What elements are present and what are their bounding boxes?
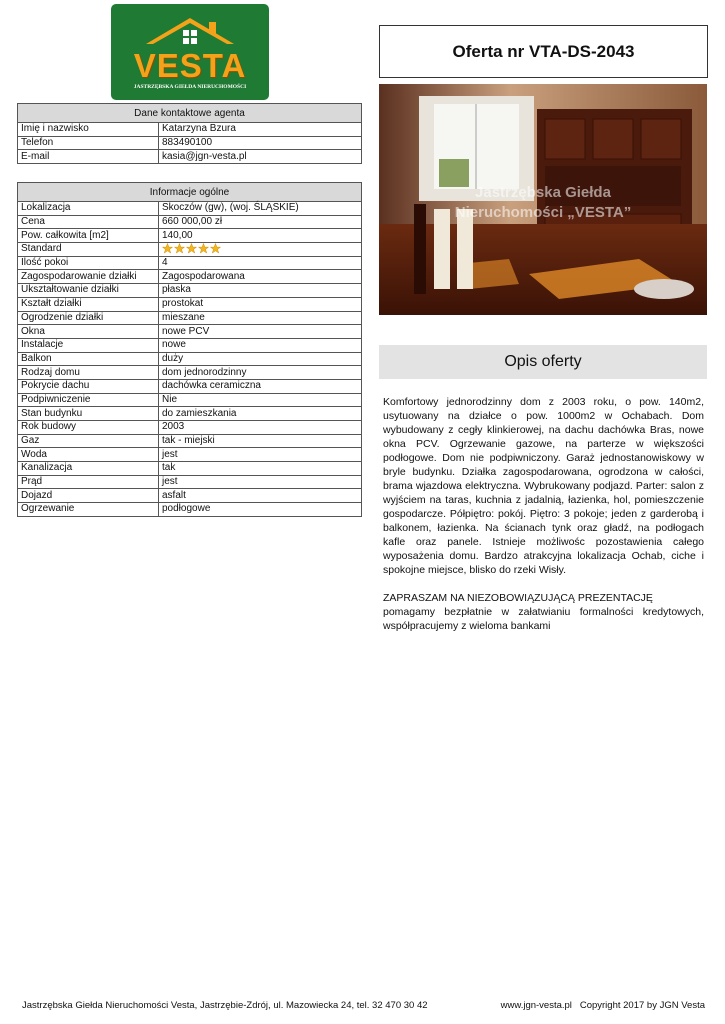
general-row-label: Pow. całkowita [m2]: [18, 229, 159, 243]
general-row-label: Stan budynku: [18, 407, 159, 421]
general-row-label: Gaz: [18, 434, 159, 448]
general-row: [18, 379, 362, 393]
general-table-header: Informacje ogólne: [18, 183, 362, 202]
general-row-label: Ogrzewanie: [18, 503, 159, 517]
description-header: Opis oferty: [379, 345, 707, 379]
general-row-label: Ogrodzenie działki: [18, 311, 159, 325]
agent-table-header: Dane kontaktowe agenta: [18, 104, 362, 123]
general-row-value: asfalt: [159, 489, 362, 503]
general-row-label: Cena: [18, 215, 159, 229]
general-row-label: Standard: [18, 243, 159, 257]
general-row-label: Okna: [18, 325, 159, 339]
general-row-value: duży: [159, 352, 362, 366]
logo-subtitle: JASTRZĘBSKA GIEŁDA NIERUCHOMOŚCI: [133, 84, 247, 90]
general-row-label: Ukształtowanie działki: [18, 284, 159, 298]
agent-row-value: 883490100: [159, 136, 362, 150]
general-row-value: do zamieszkania: [159, 407, 362, 421]
general-row-label: Rok budowy: [18, 421, 159, 435]
general-row: [18, 325, 362, 339]
general-row-label: Dojazd: [18, 489, 159, 503]
general-row-value: 2003: [159, 421, 362, 435]
general-row-label: Podpiwniczenie: [18, 393, 159, 407]
general-row-value: tak: [159, 462, 362, 476]
general-row-value: jest: [159, 475, 362, 489]
agent-row: [18, 136, 362, 150]
general-row-value: Nie: [159, 393, 362, 407]
general-row: [18, 243, 362, 257]
general-row-value: dachówka ceramiczna: [159, 379, 362, 393]
general-row-value: płaska: [159, 284, 362, 298]
general-row-value: mieszane: [159, 311, 362, 325]
general-row: [18, 338, 362, 352]
general-row-value: 140,00: [159, 229, 362, 243]
general-row: [18, 202, 362, 216]
logo-word: VESTA: [133, 47, 247, 84]
agent-contact-table: [17, 103, 362, 164]
star-icon: [174, 243, 185, 254]
general-row-label: Woda: [18, 448, 159, 462]
general-row-value: dom jednorodzinny: [159, 366, 362, 380]
general-row: [18, 284, 362, 298]
description-text: Komfortowy jednorodzinny dom z 2003 roku, o pow. 140m2, usytuowany na działce o pow. 1000m2 w Ochabach. Dom wybudowany z cegły klinkierowej, na dachu dachówka Bras, nowe okna PCV. Ogrzewanie gazowe, na parterze w większości podłogowe. Dom nie podpiwniczony. Garaż jednostanowiskowy w bryle budynku. Działka zagospodarowana, ogrodzona w całości, brama wjazdowa elektryczna. Wybrukowany podjazd. Parter: salon z wyjściem na taras, kuchnia z jadalnią, łazienka, hol, pomieszczenie gospodarcze. Półpiętro: pokój. Piętro: 3 pokoje; jeden z garderobą i balkonem, łazienka. Na ścianach tynk oraz gładź, na podłogach kafle oraz panele. Istnieje możliwośc pozostawienia całego wyposażenia domu. Bardzo atrakcyjna lokalizacja Ochab, ciche i spokojne miejsce, blisko do rzeki Wisły.: [383, 396, 704, 576]
agent-row-label: E-mail: [18, 150, 159, 164]
general-row-value: tak - miejski: [159, 434, 362, 448]
general-row-value: prostokat: [159, 297, 362, 311]
description-body: [383, 395, 704, 633]
general-row: [18, 311, 362, 325]
general-row: [18, 256, 362, 270]
general-row-label: Lokalizacja: [18, 202, 159, 216]
star-icon: [210, 243, 221, 254]
agent-row-label: Telefon: [18, 136, 159, 150]
watermark-line1: Jastrzębska Giełda: [475, 184, 611, 201]
star-icon: [186, 243, 197, 254]
star-icon: [198, 243, 209, 254]
agent-row: [18, 123, 362, 137]
general-row-label: Prąd: [18, 475, 159, 489]
general-row-label: Pokrycie dachu: [18, 379, 159, 393]
general-info-table: [17, 182, 362, 517]
general-row: [18, 352, 362, 366]
general-row-label: Rodzaj domu: [18, 366, 159, 380]
general-row: [18, 229, 362, 243]
general-row-label: Ilość pokoi: [18, 256, 159, 270]
general-row-label: Zagospodarowanie działki: [18, 270, 159, 284]
footer-right: [501, 1000, 705, 1011]
general-row: [18, 434, 362, 448]
offer-title: Oferta nr VTA-DS-2043: [379, 25, 708, 78]
general-row-label: Kształt działki: [18, 297, 159, 311]
general-row-label: Kanalizacja: [18, 462, 159, 476]
agent-row-value: Katarzyna Bzura: [159, 123, 362, 137]
general-row-value: nowe PCV: [159, 325, 362, 339]
general-row: [18, 421, 362, 435]
general-row: [18, 393, 362, 407]
general-row: [18, 270, 362, 284]
general-row-value: podłogowe: [159, 503, 362, 517]
general-row-value: Zagospodarowana: [159, 270, 362, 284]
vesta-logo: [111, 4, 269, 100]
star-icon: [162, 243, 173, 254]
watermark-line2: Nieruchomości „VESTA”: [454, 204, 632, 221]
general-row: [18, 448, 362, 462]
general-row: [18, 407, 362, 421]
general-row: [18, 366, 362, 380]
invitation-text: ZAPRASZAM NA NIEZOBOWIĄZUJĄCĄ PREZENTACJĘ: [383, 592, 653, 604]
general-row: [18, 297, 362, 311]
footer-copyright: Copyright 2017 by JGN Vesta: [579, 1000, 705, 1011]
agent-row-label: Imię i nazwisko: [18, 123, 159, 137]
agent-row: [18, 150, 362, 164]
general-row: [18, 489, 362, 503]
footer-website-link[interactable]: www.jgn-vesta.pl: [500, 1000, 572, 1011]
general-row: [18, 475, 362, 489]
standard-rating: [159, 243, 362, 257]
general-row-label: Balkon: [18, 352, 159, 366]
general-row-value: nowe: [159, 338, 362, 352]
general-row: [18, 215, 362, 229]
general-row-label: Instalacje: [18, 338, 159, 352]
general-row-value: 660 000,00 zł: [159, 215, 362, 229]
general-row: [18, 462, 362, 476]
footer-address: Jastrzębska Giełda Nieruchomości Vesta, Jastrzębie-Zdrój, ul. Mazowiecka 24, tel. 32 470 30 42: [22, 1000, 428, 1011]
credit-text: pomagamy bezpłatnie w załatwianiu formalności kredytowych, współpracujemy z wieloma bankami: [383, 606, 704, 632]
general-row-value: jest: [159, 448, 362, 462]
property-photo: [379, 84, 707, 315]
general-row-value: Skoczów (gw), (woj. ŚLĄSKIE): [159, 202, 362, 216]
general-row-value: 4: [159, 256, 362, 270]
general-row: [18, 503, 362, 517]
agent-row-value[interactable]: kasia@jgn-vesta.pl: [159, 150, 362, 164]
